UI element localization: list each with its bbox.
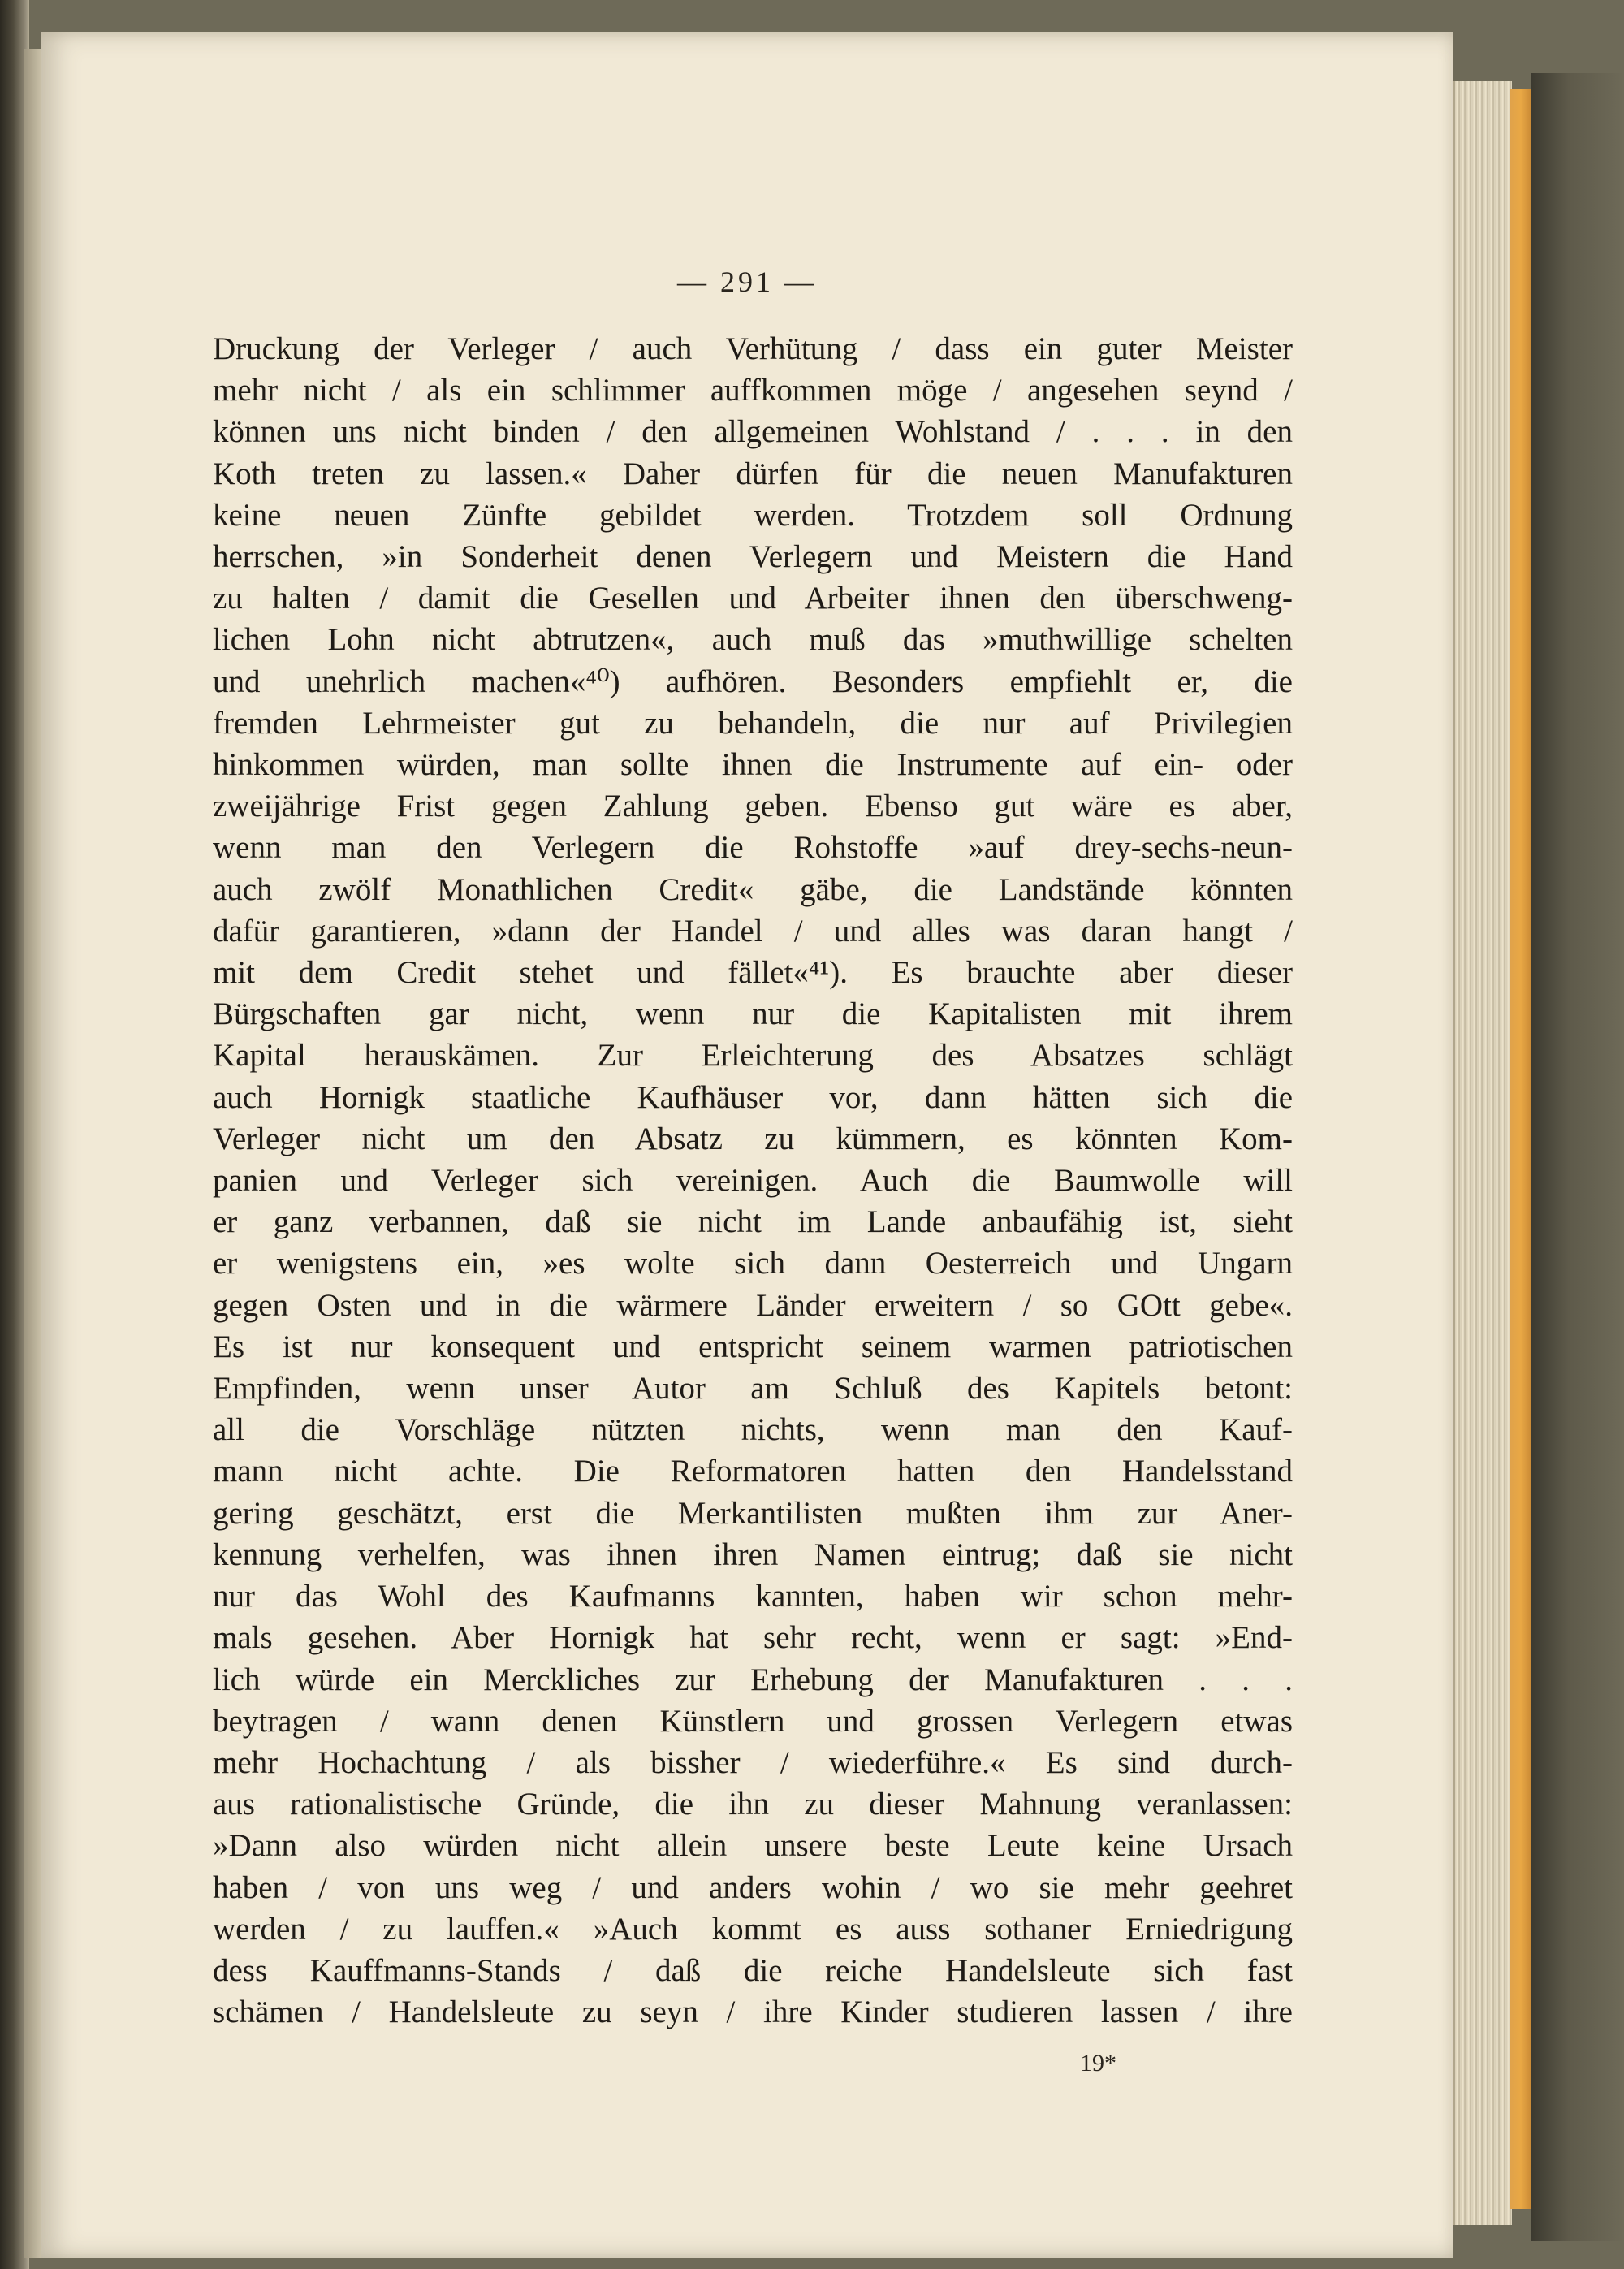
text-line: Es ist nur konsequent und entspricht seinem warmen patriotischen — [213, 1329, 1293, 1364]
text-line: panien und Verleger sich vereinigen. Auch die Baumwolle will — [213, 1163, 1293, 1199]
page-number-header: — 291 — — [677, 266, 817, 298]
book-cover-edge — [1531, 73, 1624, 2241]
text-line: fremden Lehrmeister gut zu behandeln, die nur auf Privilegien — [213, 705, 1293, 741]
text-line: mals gesehen. Aber Hornigk hat sehr recht, wenn er sagt: »End- — [213, 1620, 1293, 1656]
text-line: Druckung der Verleger / auch Verhütung / dass ein guter Meister — [213, 331, 1293, 366]
text-line: lichen Lohn nicht abtrutzen«, auch muß das »muthwillige schelten — [213, 622, 1293, 658]
text-line: Empfinden, wenn unser Autor am Schluß des Kapitels betont: — [213, 1371, 1293, 1407]
text-line: mehr nicht / als ein schlimmer auffkommen möge / angesehen seynd / — [213, 373, 1293, 408]
body-text — [213, 328, 1293, 2033]
book-page — [41, 32, 1453, 2258]
text-line: keine neuen Zünfte gebildet werden. Trotzdem soll Ordnung — [213, 497, 1293, 533]
text-line: er wenigstens ein, »es wolte sich dann Oesterreich und Ungarn — [213, 1246, 1293, 1281]
text-line: mann nicht achte. Die Reformatoren hatten den Handelsstand — [213, 1454, 1293, 1489]
text-line: lich würde ein Merckliches zur Erhebung der Manufakturen . . . — [213, 1662, 1293, 1697]
text-line: dess Kauffmanns-Stands / daß die reiche Handelsleute sich fast — [213, 1952, 1293, 1988]
text-line: und unehrlich machen«⁴⁰) aufhören. Besonders empfiehlt er, die — [213, 663, 1293, 699]
text-line: Koth treten zu lassen.« Daher dürfen für die neuen Manufakturen — [213, 456, 1293, 491]
text-line: schämen / Handelsleute zu seyn / ihre Kinder studieren lassen / ihre — [213, 1995, 1293, 2030]
text-line: auch zwölf Monathlichen Credit« gäbe, die Landstände könnten — [213, 871, 1293, 907]
text-line: nur das Wohl des Kaufmanns kannten, haben wir schon mehr- — [213, 1579, 1293, 1614]
text-line: herrschen, »in Sonderheit denen Verlegern und Meistern die Hand — [213, 539, 1293, 575]
sheet-signature: 19* — [1080, 2050, 1116, 2077]
text-line: werden / zu lauffen.« »Auch kommt es auss sothaner Erniedrigung — [213, 1911, 1293, 1947]
text-line: mehr Hochachtung / als bissher / wiederführe.« Es sind durch- — [213, 1744, 1293, 1780]
page-edges — [1453, 81, 1512, 2225]
text-line: auch Hornigk staatliche Kaufhäuser vor, dann hätten sich die — [213, 1079, 1293, 1115]
text-line: Kapital herauskämen. Zur Erleichterung des Absatzes schlägt — [213, 1038, 1293, 1074]
text-line: wenn man den Verlegern die Rohstoffe »auf drey-sechs-neun- — [213, 830, 1293, 866]
text-line: kennung verhelfen, was ihnen ihren Namen eintrug; daß sie nicht — [213, 1536, 1293, 1572]
text-line: »Dann also würden nicht allein unsere beste Leute keine Ursach — [213, 1828, 1293, 1864]
text-line: Bürgschaften gar nicht, wenn nur die Kapitalisten mit ihrem — [213, 996, 1293, 1032]
text-line: zu halten / damit die Gesellen und Arbeiter ihnen den überschweng- — [213, 581, 1293, 616]
text-line: aus rationalistische Gründe, die ihn zu dieser Mahnung veranlassen: — [213, 1787, 1293, 1822]
text-line: beytragen / wann denen Künstlern und grossen Verlegern etwas — [213, 1703, 1293, 1739]
text-line: Verleger nicht um den Absatz zu kümmern, es könnten Kom- — [213, 1121, 1293, 1156]
text-line: all die Vorschläge nützten nichts, wenn man den Kauf- — [213, 1412, 1293, 1448]
text-line: gering geschätzt, erst die Merkantilisten mußten ihm zur Aner- — [213, 1495, 1293, 1531]
text-line: gegen Osten und in die wärmere Länder erweitern / so GOtt gebe«. — [213, 1287, 1293, 1323]
text-line: hinkommen würden, man sollte ihnen die Instrumente auf ein- oder — [213, 747, 1293, 783]
text-line: können uns nicht binden / den allgemeinen Wohlstand / . . . in den — [213, 414, 1293, 450]
text-line: dafür garantieren, »dann der Handel / und alles was daran hangt / — [213, 913, 1293, 949]
colored-page-edge — [1510, 89, 1531, 2209]
text-line: haben / von uns weg / und anders wohin / wo sie mehr geehret — [213, 1869, 1293, 1905]
text-line: mit dem Credit stehet und fället«⁴¹). Es brauchte aber dieser — [213, 955, 1293, 991]
text-line: zweijährige Frist gegen Zahlung geben. Ebenso gut wäre es aber, — [213, 789, 1293, 824]
text-line: er ganz verbannen, daß sie nicht im Lande anbaufähig ist, sieht — [213, 1204, 1293, 1240]
